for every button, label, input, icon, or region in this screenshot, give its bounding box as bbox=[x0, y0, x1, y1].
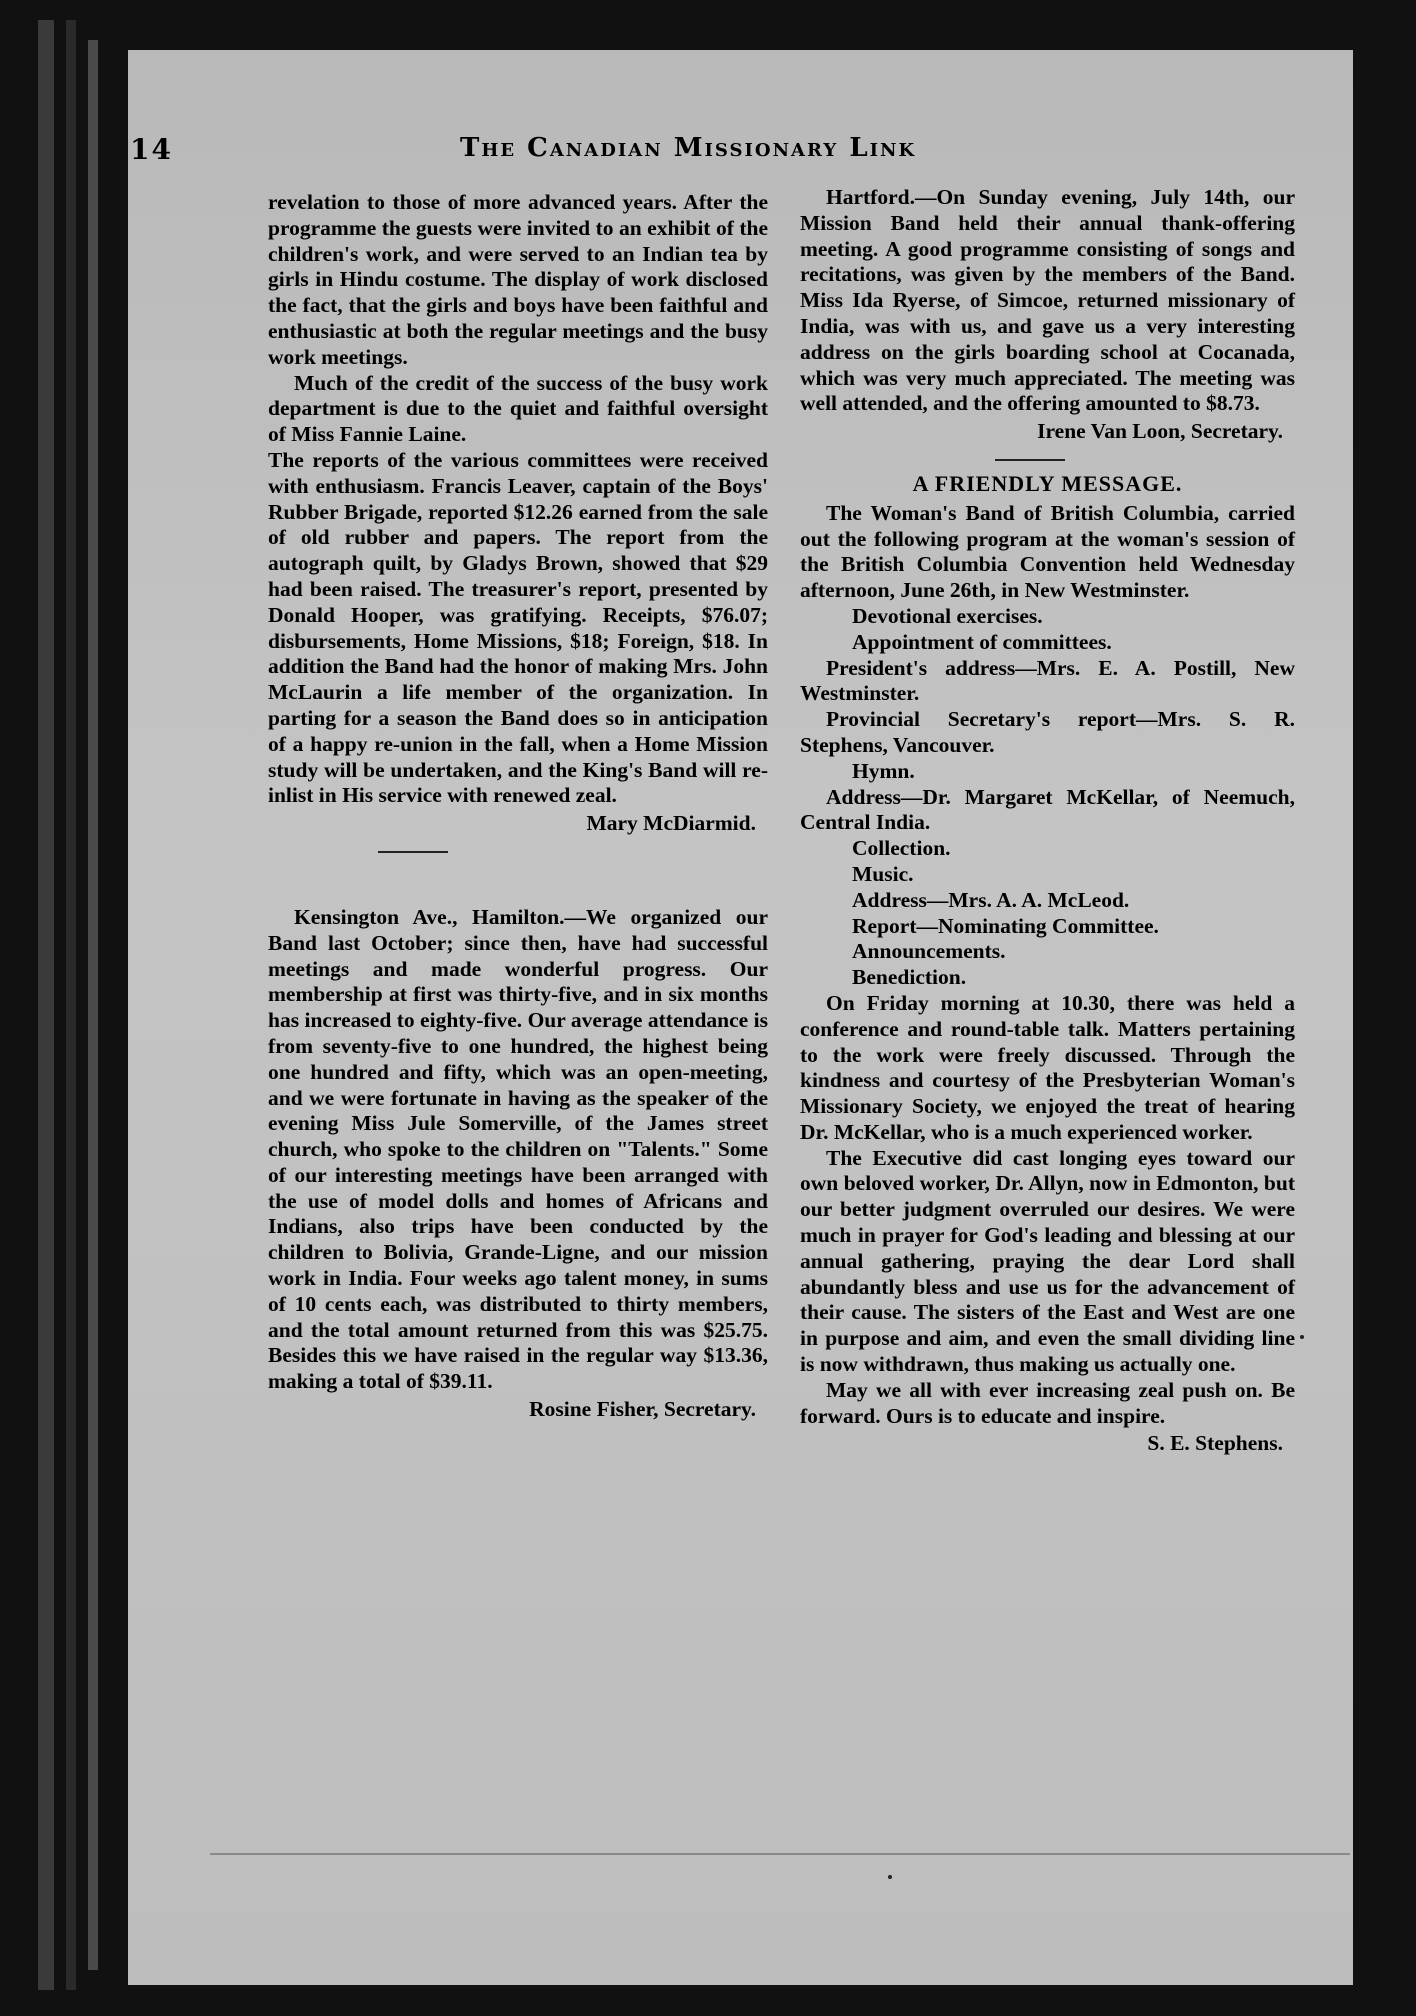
article-paragraph: The reports of the various committees were received with enthusiasm. Francis Leaver, captain of the Boys' Rubber Brigade, reported $12.26 earned from the sale of old rubber and papers. The report from the autograph quilt, by Gladys Brown, showed that $29 had been raised. The treasurer's report, presented by Donald Hooper, was gratifying. Receipts, $76.07; disbursements, Home Missions, $18; Foreign, $18. In addition the Band had the honor of making Mrs. John McLaurin a life member of the organization. In parting for a season the Band does so in anticipation of a happy re-union in the fall, when a Home Mission study will be undertaken, and the King's Band will re-inlist in His service with renewed zeal. bbox=[268, 447, 768, 808]
article-paragraph: Hartford.—On Sunday evening, July 14th, our Mission Band held their annual thank-offering meeting. A good programme consisting of songs and recitations, was given by the members of the Band. Miss Ida Ryerse, of Simcoe, returned missionary of India, was with us, and gave us a very interesting address on the girls boarding school at Cocanada, which was very much appreciated. The meeting was well attended, and the offering amounted to $8.73. bbox=[800, 185, 1295, 416]
program-item: President's address—Mrs. E. A. Postill, New Westminster. bbox=[800, 655, 1295, 706]
dust-speck bbox=[1300, 1335, 1304, 1339]
page-number: 14 bbox=[130, 133, 173, 166]
program-item: Benediction. bbox=[852, 965, 967, 990]
program-item: Appointment of committees. bbox=[852, 629, 1112, 654]
article-paragraph: Kensington Ave., Hamilton.—We organized our Band last October; since then, have had successful meetings and made wonderful progress. Our membership at first was thirty-five, and in six months has increased to eighty-five. Our average attendance is from seventy-five to one hundred, the highest being one hundred and fifty, which was an open-meeting, and we were fortunate in having as the speaker of the evening Miss Jule Somerville, of the James street church, who spoke to the children on "Talents." Some of our interesting meetings have been arranged with the use of model dolls and homes of Africans and Indians, also trips have been conducted by the children to Bolivia, Grande-Ligne, and our mission work in India. Four weeks ago talent money, in sums of 10 cents each, was distributed to thirty members, and the total amount returned from this was $25.75. Besides this we have raised in the regular way $13.36, making a total of $39.11. bbox=[268, 904, 768, 1394]
running-title: The Canadian Missionary Link bbox=[460, 133, 917, 163]
program-item: Hymn. bbox=[852, 758, 915, 783]
program-item: Devotional exercises. bbox=[852, 603, 1043, 628]
section-divider bbox=[995, 459, 1065, 461]
article-paragraph: Much of the credit of the success of the busy work department is due to the quiet and faithful oversight of Miss Fannie Laine. bbox=[268, 370, 768, 447]
left-column bbox=[268, 190, 768, 1423]
signature: Mary McDiarmid. bbox=[586, 811, 756, 836]
section-divider bbox=[378, 851, 448, 853]
program-item: Collection. bbox=[852, 836, 951, 861]
program-item: Announcements. bbox=[852, 939, 1006, 964]
program-list bbox=[800, 604, 1295, 991]
article-paragraph: revelation to those of more advanced years. After the programme the guests were invited to an exhibit of the children's work, and were served to an Indian tea by girls in Hindu costume. The display of work disclosed the fact, that the girls and boys have been faithful and enthusiastic at both the regular meetings and the busy work meetings. bbox=[268, 190, 768, 369]
right-column bbox=[800, 185, 1295, 1457]
article-paragraph: The Woman's Band of British Columbia, carried out the following program at the woman's session of the British Columbia Convention held Wednesday afternoon, June 26th, in New Westminster. bbox=[800, 500, 1295, 603]
program-item: Address—Dr. Margaret McKellar, of Neemuch, Central India. bbox=[800, 784, 1295, 835]
program-item: Address—Mrs. A. A. McLeod. bbox=[852, 887, 1130, 912]
film-edge-strip bbox=[38, 20, 54, 1990]
dust-speck bbox=[888, 1875, 892, 1879]
bottom-rule bbox=[210, 1853, 1350, 1855]
film-edge-strip bbox=[66, 20, 76, 1990]
article-paragraph: The Executive did cast longing eyes toward our own beloved worker, Dr. Allyn, now in Edmonton, but our better judgment overruled our desires. We were much in prayer for God's leading and blessing at our annual gathering, praying the dear Lord shall abundantly bless and use us for the advancement of their cause. The sisters of the East and West are one in purpose and aim, and even the small dividing line is now withdrawn, thus making us actually one. bbox=[800, 1145, 1295, 1377]
signature: Rosine Fisher, Secretary. bbox=[529, 1397, 756, 1422]
section-heading: A FRIENDLY MESSAGE. bbox=[912, 470, 1183, 496]
article-paragraph: May we all with ever increasing zeal push on. Be forward. Ours is to educate and inspire. bbox=[800, 1377, 1295, 1428]
film-edge-strip bbox=[88, 40, 98, 1970]
article-paragraph: On Friday morning at 10.30, there was held a conference and round-table talk. Matters pertaining to the work were freely discussed. Through the kindness and courtesy of the Presbyterian Woman's Missionary Society, we enjoyed the treat of hearing Dr. McKellar, who is a much experienced worker. bbox=[800, 990, 1295, 1144]
page-header bbox=[130, 85, 1270, 166]
program-item: Provincial Secretary's report—Mrs. S. R. Stephens, Vancouver. bbox=[800, 707, 1295, 757]
program-item: Report—Nominating Committee. bbox=[852, 913, 1159, 938]
signature: S. E. Stephens. bbox=[1147, 1431, 1283, 1456]
signature: Irene Van Loon, Secretary. bbox=[1037, 419, 1283, 444]
program-item: Music. bbox=[852, 861, 914, 886]
